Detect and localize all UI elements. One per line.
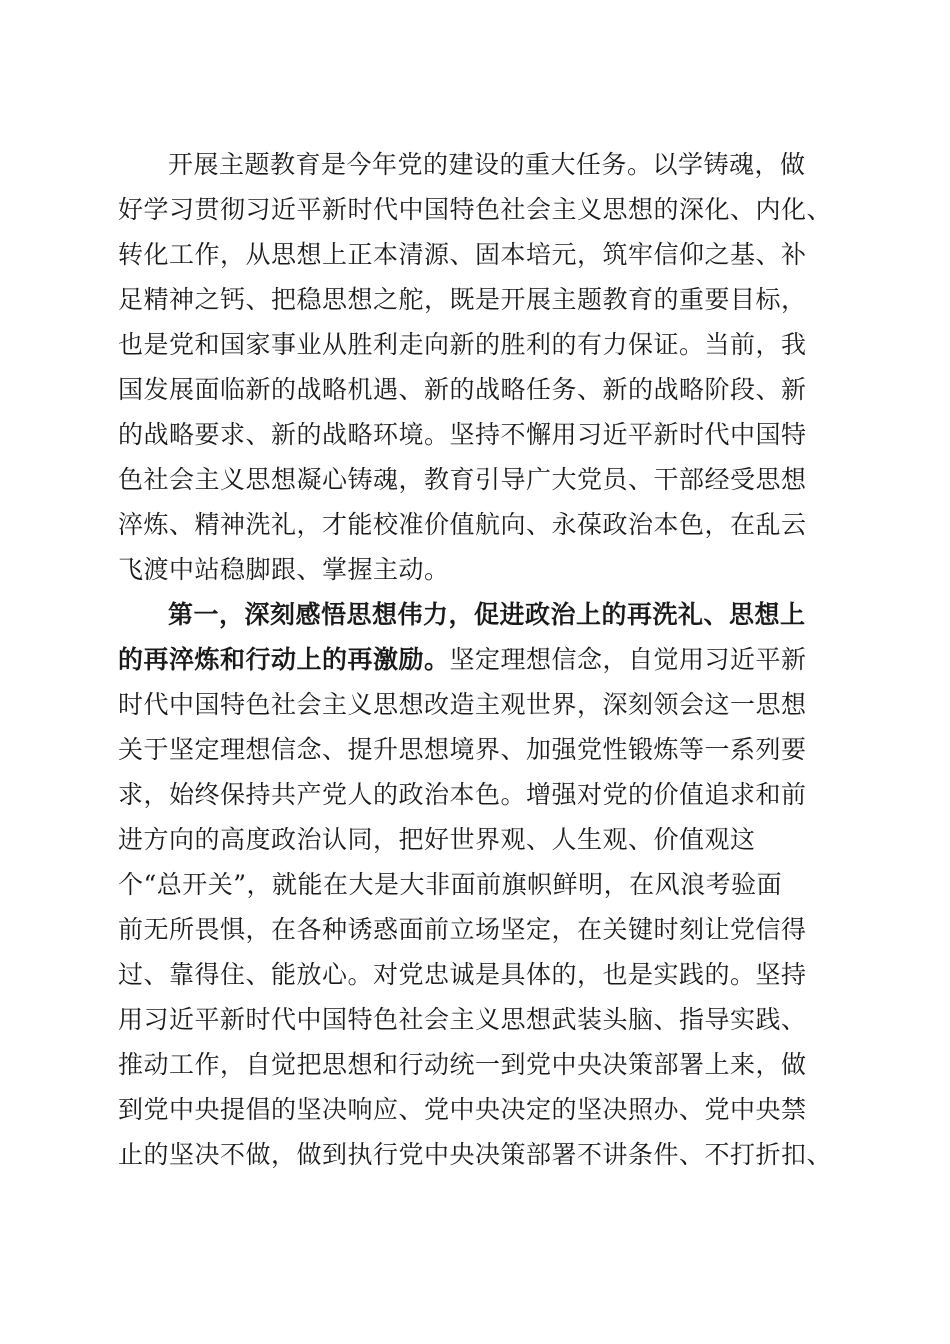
paragraph-text: 坚定理想信念，自觉用习近平新 — [449, 645, 807, 674]
paragraph-line: 色社会主义思想凝心铸魂，教育引导广大党员、干部经受思想 — [118, 465, 807, 494]
paragraph-line: 推动工作，自觉把思想和行动统一到党中央决策部署上来，做 — [118, 1050, 807, 1079]
paragraph-line: 国发展面临新的战略机遇、新的战略任务、新的战略阶段、新 — [118, 375, 807, 404]
paragraph-line: 进方向的高度政治认同，把好世界观、人生观、价值观这 — [118, 825, 756, 854]
paragraph-line: 用习近平新时代中国特色社会主义思想武装头脑、指导实践、 — [118, 1005, 807, 1034]
paragraph-line: 到党中央提倡的坚决响应、党中央决定的坚决照办、党中央禁 — [118, 1095, 807, 1124]
paragraph-line: 时代中国特色社会主义思想改造主观世界，深刻领会这一思想 — [118, 690, 807, 719]
paragraph-line: 转化工作，从思想上正本清源、固本培元，筑牢信仰之基、补 — [118, 240, 807, 269]
paragraph-line: 个“总开关”，就能在大是大非面前旗帜鲜明，在风浪考验面 — [118, 870, 783, 899]
paragraph-line: 止的坚决不做，做到执行党中央决策部署不讲条件、不打折扣、 — [118, 1140, 833, 1169]
paragraph-line: 淬炼、精神洗礼，才能校准价值航向、永葆政治本色，在乱云 — [118, 510, 807, 539]
section-heading-line: 第一，深刻感悟思想伟力，促进政治上的再洗礼、思想上 — [168, 600, 806, 629]
section-heading-end: 的再淬炼和行动上的再激励。 — [118, 645, 450, 674]
paragraph-line: 也是党和国家事业从胜利走向新的胜利的有力保证。当前，我 — [118, 330, 807, 359]
paragraph-line: 过、靠得住、能放心。对党忠诚是具体的，也是实践的。坚持 — [118, 960, 807, 989]
paragraph-line: 足精神之钙、把稳思想之舵，既是开展主题教育的重要目标， — [118, 285, 807, 314]
paragraph-line: 求，始终保持共产党人的政治本色。增强对党的价值追求和前 — [118, 780, 807, 809]
paragraph-line: 开展主题教育是今年党的建设的重大任务。以学铸魂，做 — [168, 150, 806, 179]
paragraph-line: 好学习贯彻习近平新时代中国特色社会主义思想的深化、内化、 — [118, 195, 833, 224]
paragraph-line: 关于坚定理想信念、提升思想境界、加强党性锻炼等一系列要 — [118, 735, 807, 764]
paragraph-line — [118, 637, 838, 682]
document-body — [118, 142, 838, 1177]
paragraph-line: 前无所畏惧，在各种诱惑面前立场坚定，在关键时刻让党信得 — [118, 915, 807, 944]
paragraph-line: 的战略要求、新的战略环境。坚持不懈用习近平新时代中国特 — [118, 420, 807, 449]
paragraph-line: 飞渡中站稳脚跟、掌握主动。 — [118, 555, 450, 584]
paragraph-intro — [118, 142, 838, 592]
paragraph-first-point — [118, 592, 838, 1177]
